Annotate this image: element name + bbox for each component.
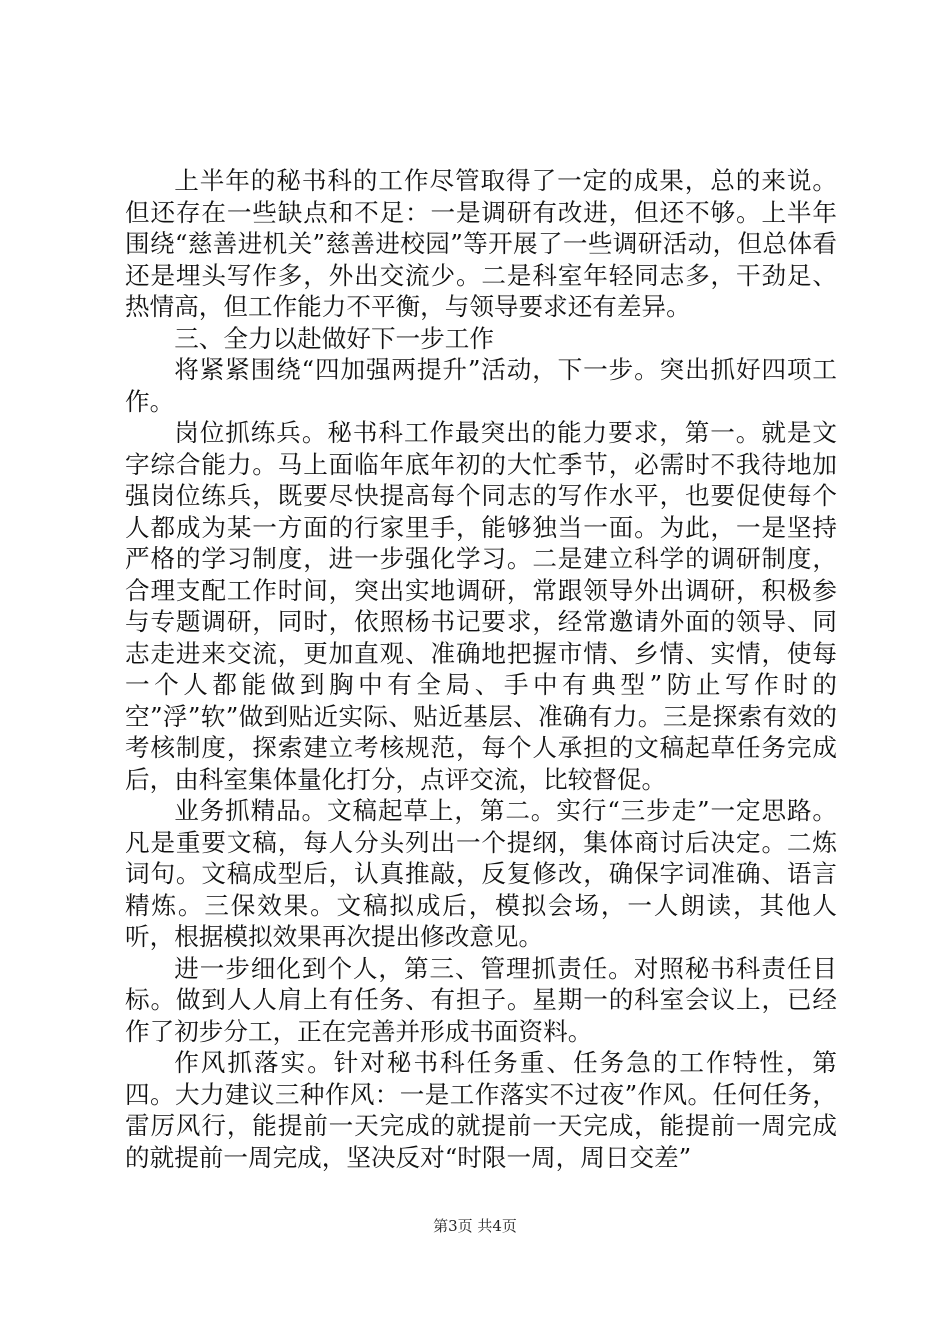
paragraph-shortcomings: 上半年的秘书科的工作尽管取得了一定的成果，总的来说。但还存在一些缺点和不足：一是调研有改进，但还不够。上半年围绕“慈善进机关”慈善进校园”等开展了一些调研活动，但总体看还是埋头写作多，外出交流少。二是科室年轻同志多，干劲足、热情高，但工作能力不平衡，与领导要求还有差异。 <box>125 166 837 321</box>
document-body <box>125 165 837 1173</box>
paragraph-next-steps-intro: 将紧紧围绕“四加强两提升”活动，下一步。突出抓好四项工作。 <box>125 355 837 416</box>
paragraph-management-responsibility: 进一步细化到个人，第三、管理抓责任。对照秘书科责任目标。做到人人肩上有任务、有担子。星期一的科室会议上，已经作了初步分工，正在完善并形成书面资料。 <box>125 953 837 1046</box>
page-number-footer: 第3页 共4页 <box>433 1217 517 1235</box>
paragraph-work-style: 作风抓落实。针对秘书科任务重、任务急的工作特性，第四。大力建议三种作风：一是工作落实不过夜”作风。任何任务，雷厉风行，能提前一天完成的就提前一天完成，能提前一周完成的就提前一周完成，坚决反对“时限一周，周日交差” <box>125 1048 837 1172</box>
paragraph-post-training: 岗位抓练兵。秘书科工作最突出的能力要求，第一。就是文字综合能力。马上面临年底年初的大忙季节，必需时不我待地加强岗位练兵，既要尽快提高每个同志的写作水平，也要促使每个人都成为某一方面的行家里手，能够独当一面。为此，一是坚持严格的学习制度，进一步强化学习。二是建立科学的调研制度，合理支配工作时间，突出实地调研，常跟领导外出调研，积极参与专题调研，同时，依照杨书记要求，经常邀请外面的领导、同志走进来交流，更加直观、准确地把握市情、乡情、实情，使每一个人都能做到胸中有全局、手中有典型”防止写作时的空”浮”软”做到贴近实际、贴近基层、准确有力。三是探索有效的考核制度，探索建立考核规范，每个人承担的文稿起草任务完成后，由科室集体量化打分，点评交流，比较督促。 <box>125 418 837 794</box>
paragraph-business-quality: 业务抓精品。文稿起草上，第二。实行“三步走”一定思路。凡是重要文稿，每人分头列出一个提纲，集体商讨后决定。二炼词句。文稿成型后，认真推敲，反复修改，确保字词准确、语言精炼。三保效果。文稿拟成后，模拟会场，一人朗读，其他人听，根据模拟效果再次提出修改意见。 <box>125 796 837 951</box>
section-heading: 三、全力以赴做好下一步工作 <box>174 323 494 353</box>
